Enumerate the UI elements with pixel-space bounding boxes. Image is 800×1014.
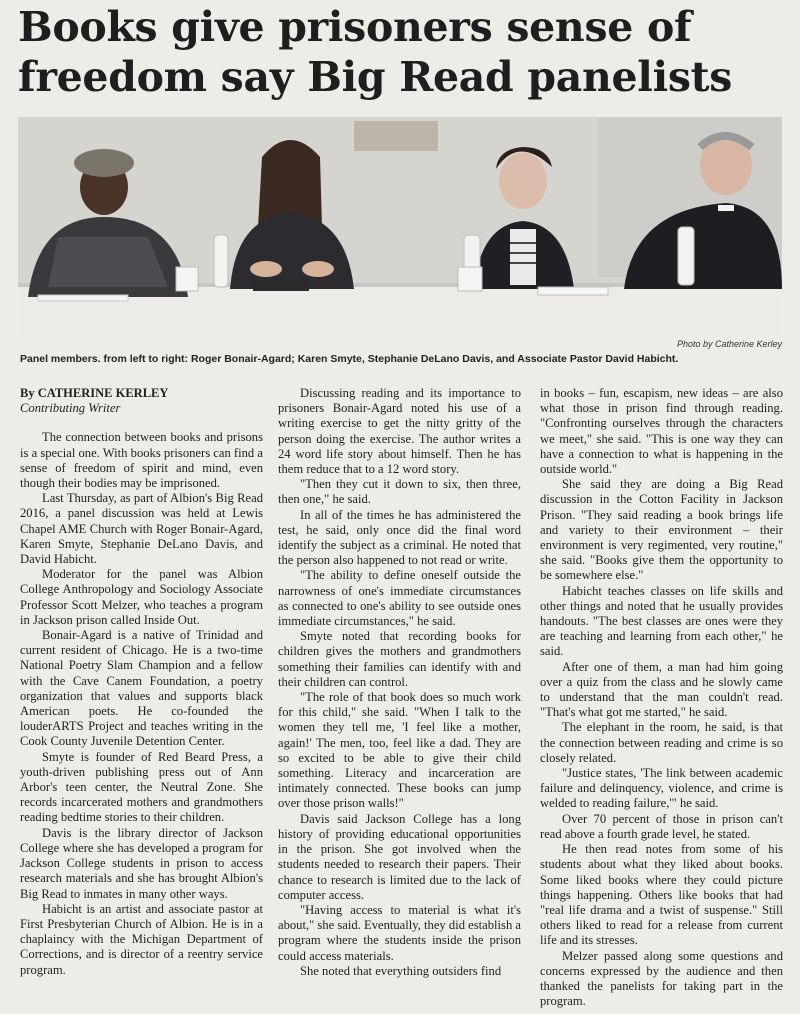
article-column-2	[278, 386, 521, 979]
headline: Books give prisoners sense of freedom say Big Read panelists	[18, 3, 733, 101]
photo-credit: Photo by Catherine Kerley	[676, 339, 782, 349]
paragraph: "Then they cut it down to six, then three, then one," he said.	[278, 477, 521, 507]
byline: By CATHERINE KERLEY	[20, 386, 169, 400]
paragraph: "Having access to material is what it's about," she said. Eventually, they did establish a program where the students inside the prison could access materials.	[278, 902, 521, 963]
paragraph: Davis is the library director of Jackson College where she has developed a program for Jackson College students in prison to access research materials and she has brought Albion's Big Read to inmates in many other ways.	[20, 825, 263, 901]
panel-photo-illustration	[18, 117, 782, 335]
paragraph: Bonair-Agard is a native of Trinidad and current resident of Chicago. He is a two-time National Poetry Slam Champion and a fellow with the Cave Canem Foundation, a poetry organization that values and supports black American poets. He co-founded the louderARTS Project and teaches writing in the Cook County Juvenile Detention Center.	[20, 628, 263, 749]
paragraph: "Justice states, 'The link between academic failure and delinquency, violence, and crime is welded to reading failure,'" he said.	[540, 766, 783, 811]
paragraph: In all of the times he has administered the test, he said, only once did the final word identify the subject as a criminal. He noted that the person also happened to not read or write.	[278, 507, 521, 568]
paragraph: Melzer passed along some questions and concerns expressed by the audience and then thanked the panelists for taking part in the program.	[540, 948, 783, 1009]
byline-role: Contributing Writer	[20, 401, 121, 416]
paragraph: "The ability to define oneself outside the narrowness of one's immediate circumstances as connected to one's ability to see outside ones immediate circumstances," he said.	[278, 568, 521, 629]
wall-sign	[354, 121, 438, 151]
paragraph: She noted that everything outsiders find	[300, 963, 502, 978]
paragraph: in books – fun, escapism, new ideas – are also what those in prison find through reading. "Confronting ourselves through the characters we meet," she said. "This is one way they can have a connection to what is happening in the outside world."	[540, 386, 783, 477]
paragraph: The connection between books and prisons is a special one. With books prisoners can find a sense of freedom of spirit and mind, even though their bodies may be imprisoned.	[20, 430, 263, 491]
paragraph: Over 70 percent of those in prison can't read above a fourth grade level, he stated.	[540, 811, 783, 841]
photo-caption: Panel members. from left to right: Roger Bonair-Agard; Karen Smyte, Stephanie DeLano Davis, and Associate Pastor David Habicht.	[20, 353, 679, 365]
paragraph: The elephant in the room, he said, is that the connection between reading and crime is so closely related.	[540, 720, 783, 765]
paragraph: He then read notes from some of his students about what they liked about books. Some liked books where they could picture things happening. Others like books that had "real life drama and a twist of suspense." Still others liked to read for a release from current life and its stresses.	[540, 842, 783, 948]
paragraph: She said they are doing a Big Read discussion in the Cotton Facility in Jackson Prison. "They said reading a book brings life and variety to their environment – their environment is very regimented, very routine," she said. "Books give them the opportunity to be somewhere else."	[540, 477, 783, 583]
paragraph: "The role of that book does so much work for this child," she said. "When I talk to the women they tell me, 'I feel like a mother, again!' The men, too, feel like a dad. They are so excited to be able to give their child something. Literacy and incarceration are intimately connected. These books can jump over those prison walls!"	[278, 690, 521, 811]
paragraph: Habicht is an artist and associate pastor at First Presbyterian Church of Albion. He is in a chaplaincy with the Michigan Department of Corrections, and is director of a reentry service program.	[20, 901, 263, 977]
paragraph: Last Thursday, as part of Albion's Big Read 2016, a panel discussion was held at Lewis Chapel AME Church with Roger Bonair-Agard, Karen Smyte, Stephanie DeLano Davis, and David Habicht.	[20, 491, 263, 567]
paragraph: Davis said Jackson College has a long history of providing educational opportunities in the prison. She got involved when the students needed to research their papers. Their chance to research is limited due to the lack of computer access.	[278, 811, 521, 902]
panel-photo	[18, 117, 782, 335]
paragraph: Habicht teaches classes on life skills and other things and noted that he usually provides handouts. "The best classes are ones were they are teaching and learning from each other," he said.	[540, 583, 783, 659]
paragraph: After one of them, a man had him going over a quiz from the class and he slowly came to understand that the man couldn't read. "That's what got me started," he said.	[540, 659, 783, 720]
article-column-3	[540, 386, 783, 1009]
article-column-1	[20, 386, 263, 978]
article-body	[0, 386, 800, 1009]
paragraph: Moderator for the panel was Albion College Anthropology and Sociology Associate Professor Scott Melzer, who teaches a program in Jackson prison called Inside Out.	[20, 567, 263, 627]
paragraph: Discussing reading and its importance to prisoners Bonair-Agard noted his use of a writing exercise to get the nitty gritty of the person doing the exercise. The author writes a 24 word life story about himself. Then he has them reduce that to a 12 word story.	[278, 386, 521, 477]
paragraph: Smyte noted that recording books for children gives the mothers and grandmothers something their families can identify with and their children can control.	[278, 629, 521, 689]
paragraph: Smyte is founder of Red Beard Press, a youth-driven publishing press out of Ann Arbor's teen center, the Neutral Zone. She records incarcerated mothers and grandmothers reading bedtime stories to their children.	[20, 749, 263, 825]
